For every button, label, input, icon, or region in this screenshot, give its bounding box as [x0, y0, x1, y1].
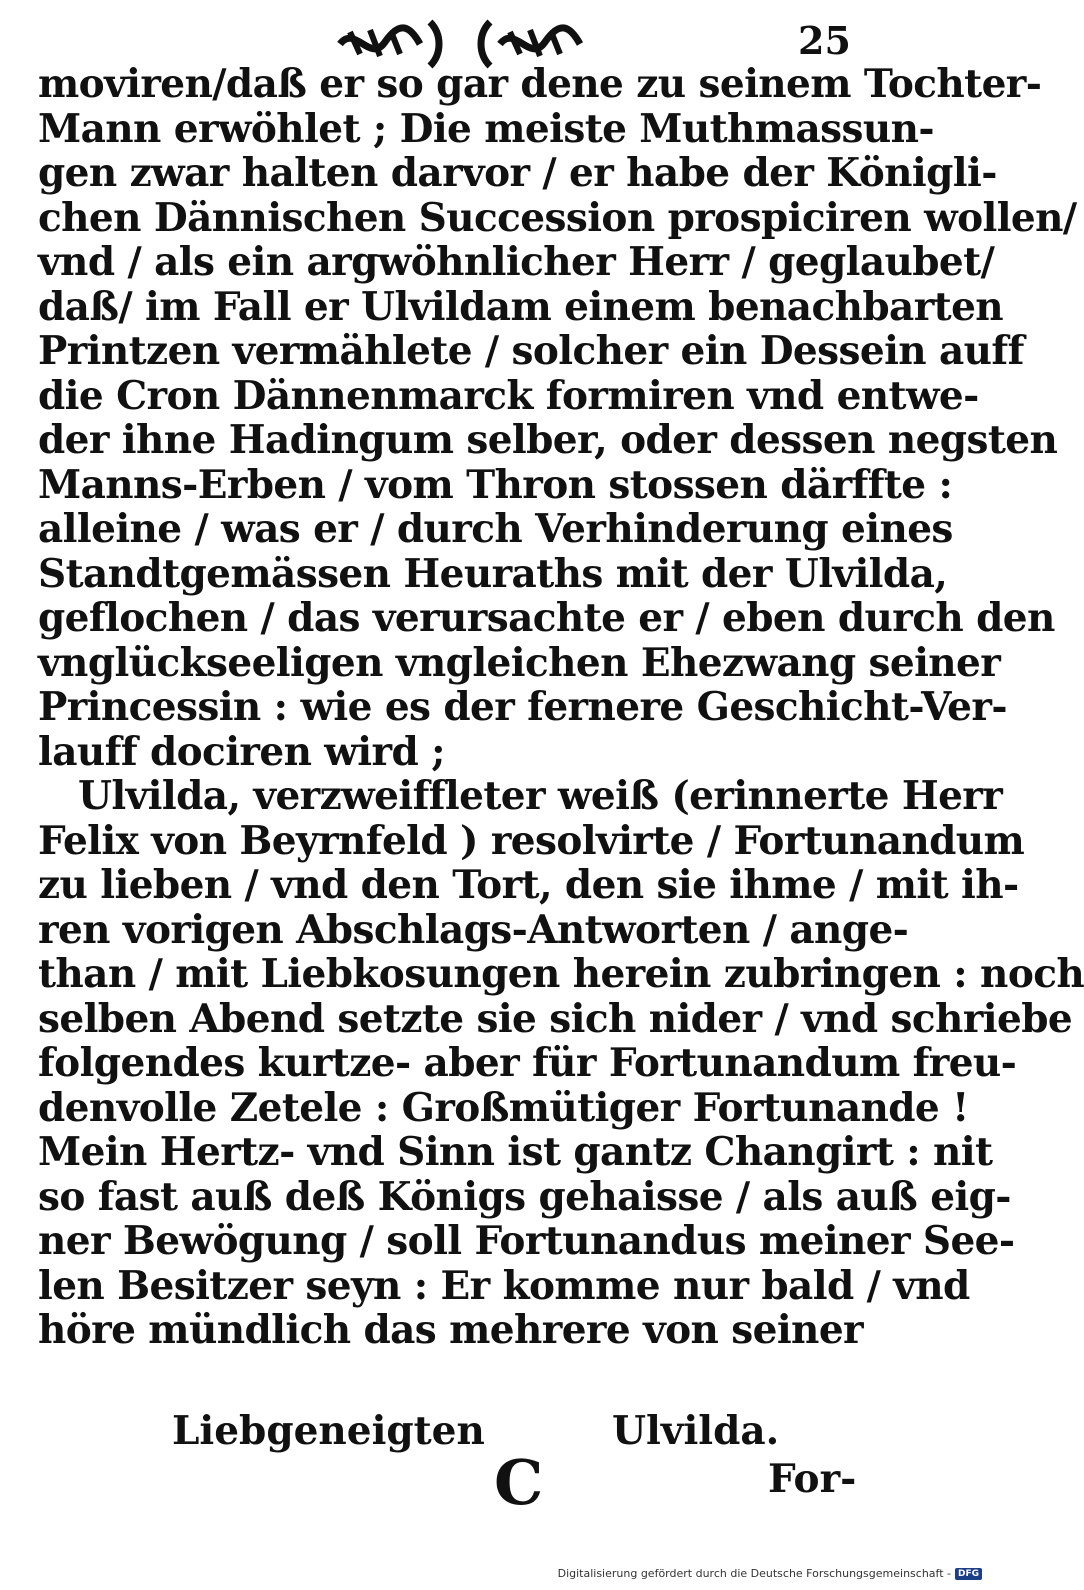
- text-line: geflochen / das verursachte er / eben durch den: [38, 595, 1055, 641]
- text-line: Mein Hertz- vnd Sinn ist gantz Changirt : nit: [38, 1129, 993, 1175]
- printer-signature-mark: C: [494, 1446, 544, 1519]
- text-line: ren vorigen Abschlags-Antworten / ange-: [38, 906, 909, 953]
- text-line: gen zwar halten darvor / er habe der Königli-: [38, 150, 997, 196]
- text-line: die Cron Dännenmarck formiren vnd entwe-: [38, 372, 979, 419]
- text-line: Standtgemässen Heuraths mit der Ulvilda,: [38, 550, 948, 597]
- footer-credit: Digitalisierung gefördert durch die Deutsche Forschungsgemeinschaft -: [557, 1567, 951, 1580]
- text-line: Princessin : wie es der fernere Geschicht-Ver-: [38, 684, 1007, 730]
- letter-signature: [172, 1408, 780, 1458]
- text-line: ner Bewögung / soll Fortunandus meiner See-: [38, 1218, 1015, 1264]
- text-line: Mann erwöhlet ; Die meiste Muthmassun-: [38, 105, 934, 152]
- digitization-footer: [558, 1567, 982, 1580]
- text-line: folgendes kurtze- aber für Fortunandum freu-: [38, 1040, 1017, 1086]
- text-line: moviren/daß er so gar dene zu seinem Tochter-: [38, 61, 1042, 107]
- text-line: Manns-Erben / vom Thron stossen därffte :: [38, 461, 953, 508]
- text-line: vnglückseeligen vngleichen Ehezwang seiner: [38, 639, 1001, 686]
- text-line: daß/ im Fall er Ulvildam einem benachbarten: [38, 283, 1004, 330]
- text-line: zu lieben / vnd den Tort, den sie ihme / mit ih-: [38, 862, 1019, 908]
- page-number: 25: [798, 18, 851, 63]
- text-line: selben Abend setzte sie sich nider / vnd schriebe: [38, 995, 1073, 1042]
- text-line: Felix von Beyrnfeld ) resolvirte / Fortunandum: [38, 817, 1025, 864]
- text-line: alleine / was er / durch Verhinderung eines: [38, 506, 953, 552]
- text-line: len Besitzer seyn : Er komme nur bald / vnd: [38, 1262, 970, 1309]
- catchword: For-: [768, 1456, 857, 1502]
- dfg-logo-icon: DFG: [955, 1568, 982, 1580]
- text-line: höre mündlich das mehrere von seiner: [38, 1307, 863, 1353]
- text-line: denvolle Zetele : Großmütiger Fortunande !: [38, 1084, 969, 1131]
- text-line: so fast auß deß Königs gehaisse / als auß eig-: [38, 1173, 1011, 1220]
- text-line: vnd / als ein argwöhnlicher Herr / geglaubet/: [38, 239, 995, 285]
- text-line: than / mit Liebkosungen herein zubringen : noch: [38, 951, 1084, 997]
- signature-name: Ulvilda.: [612, 1408, 780, 1454]
- text-line: Ulvilda, verzweiffleter weiß (erinnerte Herr: [78, 773, 1003, 819]
- text-line: der ihne Hadingum selber, oder dessen negsten: [38, 417, 1058, 463]
- text-line: Printzen vermählete / solcher ein Dessein auff: [38, 328, 1024, 374]
- body-text: [38, 61, 1084, 1353]
- text-line: chen Dännischen Succession prospiciren wollen/: [38, 194, 1077, 241]
- signature-closing: Liebgeneigten: [172, 1408, 485, 1454]
- text-line: lauff dociren wird ;: [38, 728, 445, 775]
